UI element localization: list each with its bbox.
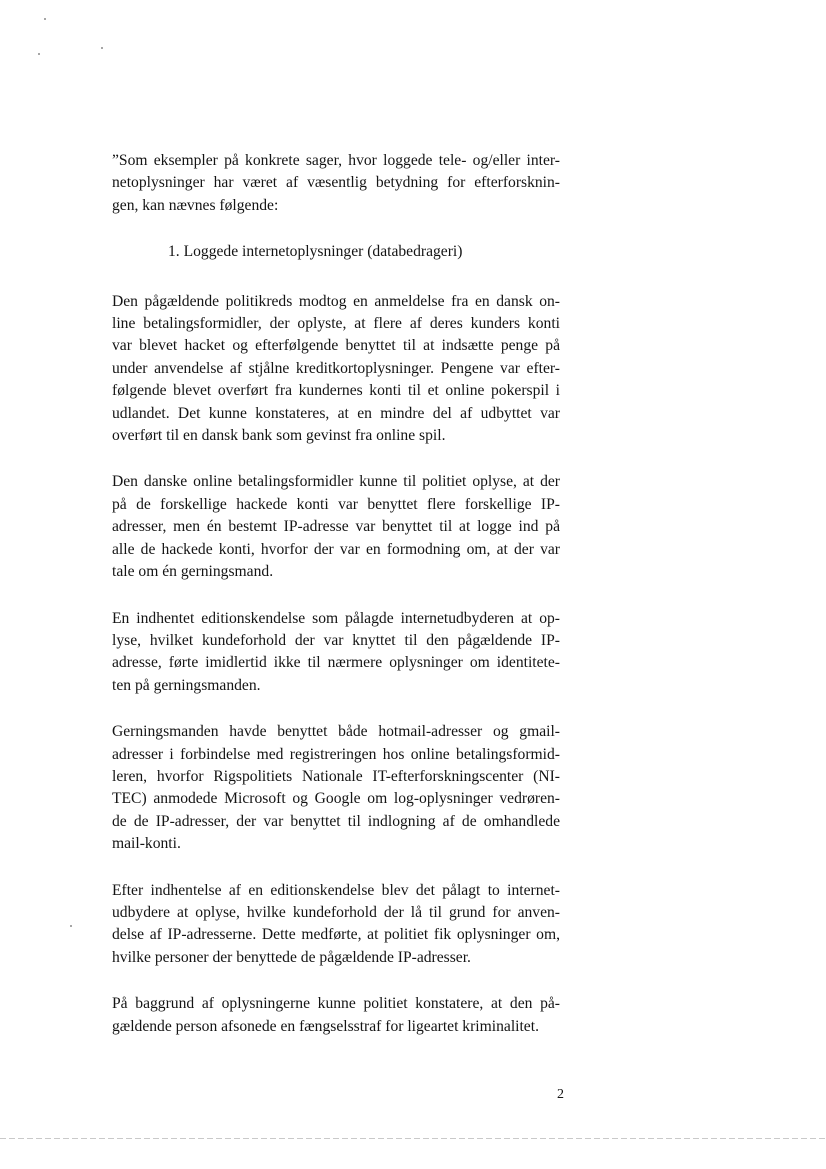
text-line: En indhentet editionskendelse som pålagde internetudbyderen at op-	[112, 609, 560, 627]
text-line: ”Som eksempler på konkrete sager, hvor loggede tele- og/eller inter-	[112, 152, 560, 169]
body-paragraph	[112, 993, 560, 1038]
text-line: følgende blevet overført fra kundernes konti til et online pokerspil i	[112, 382, 560, 400]
scan-speck	[44, 18, 46, 20]
text-line: adresse, førte imidlertid ikke til nærmere oplysninger om identitete-	[112, 654, 560, 672]
text-line: ten på gerningsmanden.	[112, 676, 261, 694]
body-paragraph	[112, 880, 560, 970]
text-line: På baggrund af oplysningerne kunne politiet konstatere, at den på-	[112, 995, 560, 1013]
text-line: Gerningsmanden havde benyttet både hotmail-adresser og gmail-	[112, 723, 560, 741]
scan-speck	[101, 47, 103, 49]
scan-edge-line	[0, 1138, 826, 1139]
document-body	[112, 150, 560, 1038]
body-paragraph	[112, 608, 560, 698]
text-line: tale om én gerningsmand.	[112, 563, 274, 581]
text-line: mail-konti.	[112, 835, 181, 853]
text-line: gen, kan nævnes følgende:	[112, 196, 279, 214]
text-line: udbydere at oplyse, hvilke kundeforhold der lå til grund for anven-	[112, 903, 560, 921]
text-line: under anvendelse af stjålne kreditkortoplysninger. Pengene var efter-	[112, 359, 560, 377]
text-line: udlandet. Det kunne konstateres, at en mindre del af udbyttet var	[112, 404, 560, 422]
text-line: Den danske online betalingsformidler kunne til politiet oplyse, at der	[112, 473, 560, 491]
text-line: leren, hvorfor Rigspolitiets Nationale IT-efterforskningscenter (NI-	[112, 767, 560, 785]
scan-speck	[70, 925, 72, 927]
text-line: TEC) anmodede Microsoft og Google om log-oplysninger vedrøren-	[112, 790, 560, 808]
text-line: alle de hackede konti, hvorfor der var en formodning om, at der var	[112, 540, 560, 558]
body-paragraph	[112, 471, 560, 583]
text-line: overført til en dansk bank som gevinst fra online spil.	[112, 427, 446, 445]
body-paragraph	[112, 291, 560, 448]
text-line: Den pågældende politikreds modtog en anmeldelse fra en dansk on-	[112, 292, 560, 310]
intro-paragraph	[112, 150, 560, 217]
text-line: Efter indhentelse af en editionskendelse blev det pålagt to internet-	[112, 881, 560, 899]
text-line: lyse, hvilket kundeforhold der var knyttet til den pågældende IP-	[112, 631, 560, 649]
text-line: gældende person afsonede en fængselsstraf for ligeartet kriminalitet.	[112, 1017, 539, 1035]
text-line: adresser i forbindelse med registreringen hos online betalingsformid-	[112, 745, 560, 763]
text-line: var blevet hacket og efterfølgende benyttet til at indsætte penge på	[112, 337, 560, 355]
scan-speck	[38, 53, 40, 55]
text-line: delse af IP-adresserne. Dette medførte, at politiet fik oplysninger om,	[112, 926, 560, 944]
text-line: hvilke personer der benyttede de pågældende IP-adresser.	[112, 948, 471, 966]
body-paragraph	[112, 721, 560, 855]
section-heading: 1. Loggede internetoplysninger (databedrageri)	[168, 243, 463, 261]
text-line: adresser, men én bestemt IP-adresse var benyttet til at logge ind på	[112, 518, 560, 536]
text-line: de de IP-adresser, der var benyttet til indlogning af de omhandlede	[112, 812, 560, 830]
text-line: på de forskellige hackede konti var benyttet flere forskellige IP-	[112, 495, 560, 513]
text-line: line betalingsformidler, der oplyste, at flere af deres kunders konti	[112, 315, 560, 333]
page-number: 2	[557, 1087, 564, 1102]
text-line: netoplysninger har været af væsentlig betydning for efterforsknin-	[112, 174, 560, 192]
